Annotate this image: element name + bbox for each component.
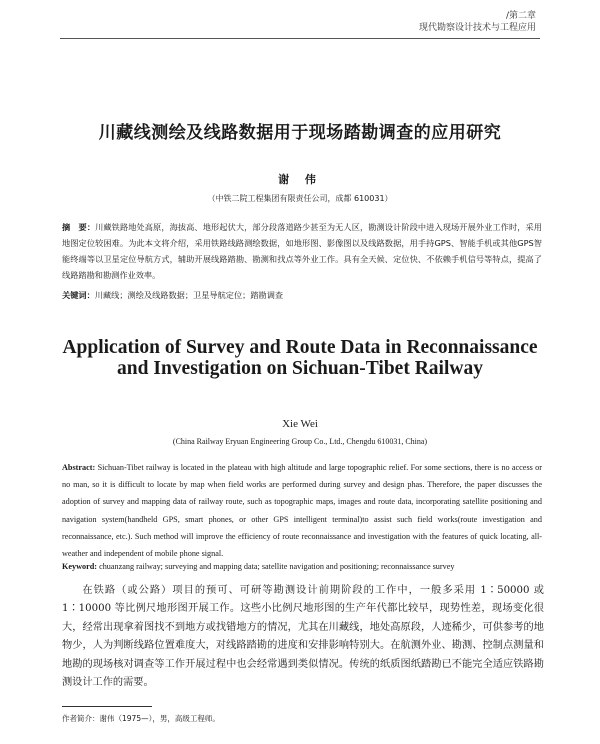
footnote-rule — [62, 706, 152, 707]
keywords-chinese-text: 川藏线；测绘及线路数据；卫星导航定位；踏勘调查 — [94, 290, 284, 300]
keywords-chinese-label: 关键词： — [62, 290, 95, 300]
author-english: Xie Wei — [282, 418, 318, 430]
title-english-line1: Application of Survey and Route Data in Reconnaissance — [62, 337, 538, 358]
abstract-english-text: Sichuan-Tibet railway is located in the plateau with high altitude and large topographic relief. For some sections, there is no access or no man, so it is difficult to locate by map when field works are performed during survey and design phas. Therefore, the paper discusses the adoption of survey and mapping data of railway route, such as topographic maps, images and route data, incorporating satellite positioning and navigation system(handheld GPS, smart phones, or other GPS intelligent terminal)to assist such field works(route investigation and reconnaissance, etc.). Such method will improve the efficiency of route reconnaissance and investigation with the features of quick locating, all-weather and independent of mobile phone signal. — [62, 463, 542, 559]
body-paragraph: 在铁路（或公路）项目的预可、可研等勘测设计前期阶段的工作中，一般多采用 1∶50000 或 1∶10000 等比例尺地形图开展工作。这些小比例尺地形图的生产年代都比较早，现势性差，现场变化很大，经常出现拿着图找不到地方或找错地方的情况，尤其在川藏线，地处高原段，人迹稀少，可供参考的地物少，人为判断线路位置难度大，对线路踏勘的进度和安排影响特别大。在航测外业、勘测、控制点测量和地勘的现场核对调查等工作开展过程中也会经常遇到类似情况。传统的纸质图纸踏勘已不能完全适应铁路勘测设计工作的需要。 — [62, 585, 544, 689]
keywords-chinese — [62, 288, 542, 302]
running-header — [419, 10, 536, 34]
keywords-english-text: chuanzang railway; surveying and mapping data; satellite navigation and positioning; reconnaissance survey — [97, 562, 455, 571]
abstract-chinese — [62, 219, 542, 283]
author-footnote: 作者简介：谢伟（1975—），男，高级工程师。 — [62, 714, 220, 723]
abstract-english — [62, 459, 542, 562]
affiliation-chinese: （中铁二院工程集团有限责任公司，成都 610031） — [207, 194, 393, 203]
author-chinese: 谢 伟 — [278, 173, 322, 186]
abstract-chinese-label: 摘 要： — [62, 222, 96, 232]
book-title: 现代勘察设计技术与工程应用 — [418, 23, 536, 33]
abstract-english-label: Abstract: — [62, 463, 96, 472]
title-english — [30, 337, 570, 379]
title-english-line2: and Investigation on Sichuan-Tibet Railway — [117, 358, 483, 379]
affiliation-english: (China Railway Eryuan Engineering Group Co., Ltd., Chengdu 610031, China) — [172, 437, 428, 446]
abstract-chinese-text: 川藏铁路地处高原，海拔高、地形起伏大，部分段落道路少甚至为无人区，勘测设计阶段中进入现场开展外业工作时，采用地图定位较困难。为此本文将介绍，采用铁路线路测绘数据，如地形图、影像图以及线路数据，用手持GPS、智能手机或其他GPS智能终端等以卫星定位导航方式，辅助开展线路踏勘、勘测和找点等外业工作。具有全天候、定位快、不依赖手机信号等特点，提高了线路踏勘和勘测作业效率。 — [62, 222, 542, 280]
title-chinese: 川藏线测绘及线路数据用于现场踏勘调查的应用研究 — [98, 123, 502, 143]
keywords-english — [62, 560, 542, 574]
keywords-english-label: Keyword: — [62, 562, 98, 571]
header-rule — [60, 38, 540, 39]
chapter-label: /第二章 — [505, 11, 536, 21]
